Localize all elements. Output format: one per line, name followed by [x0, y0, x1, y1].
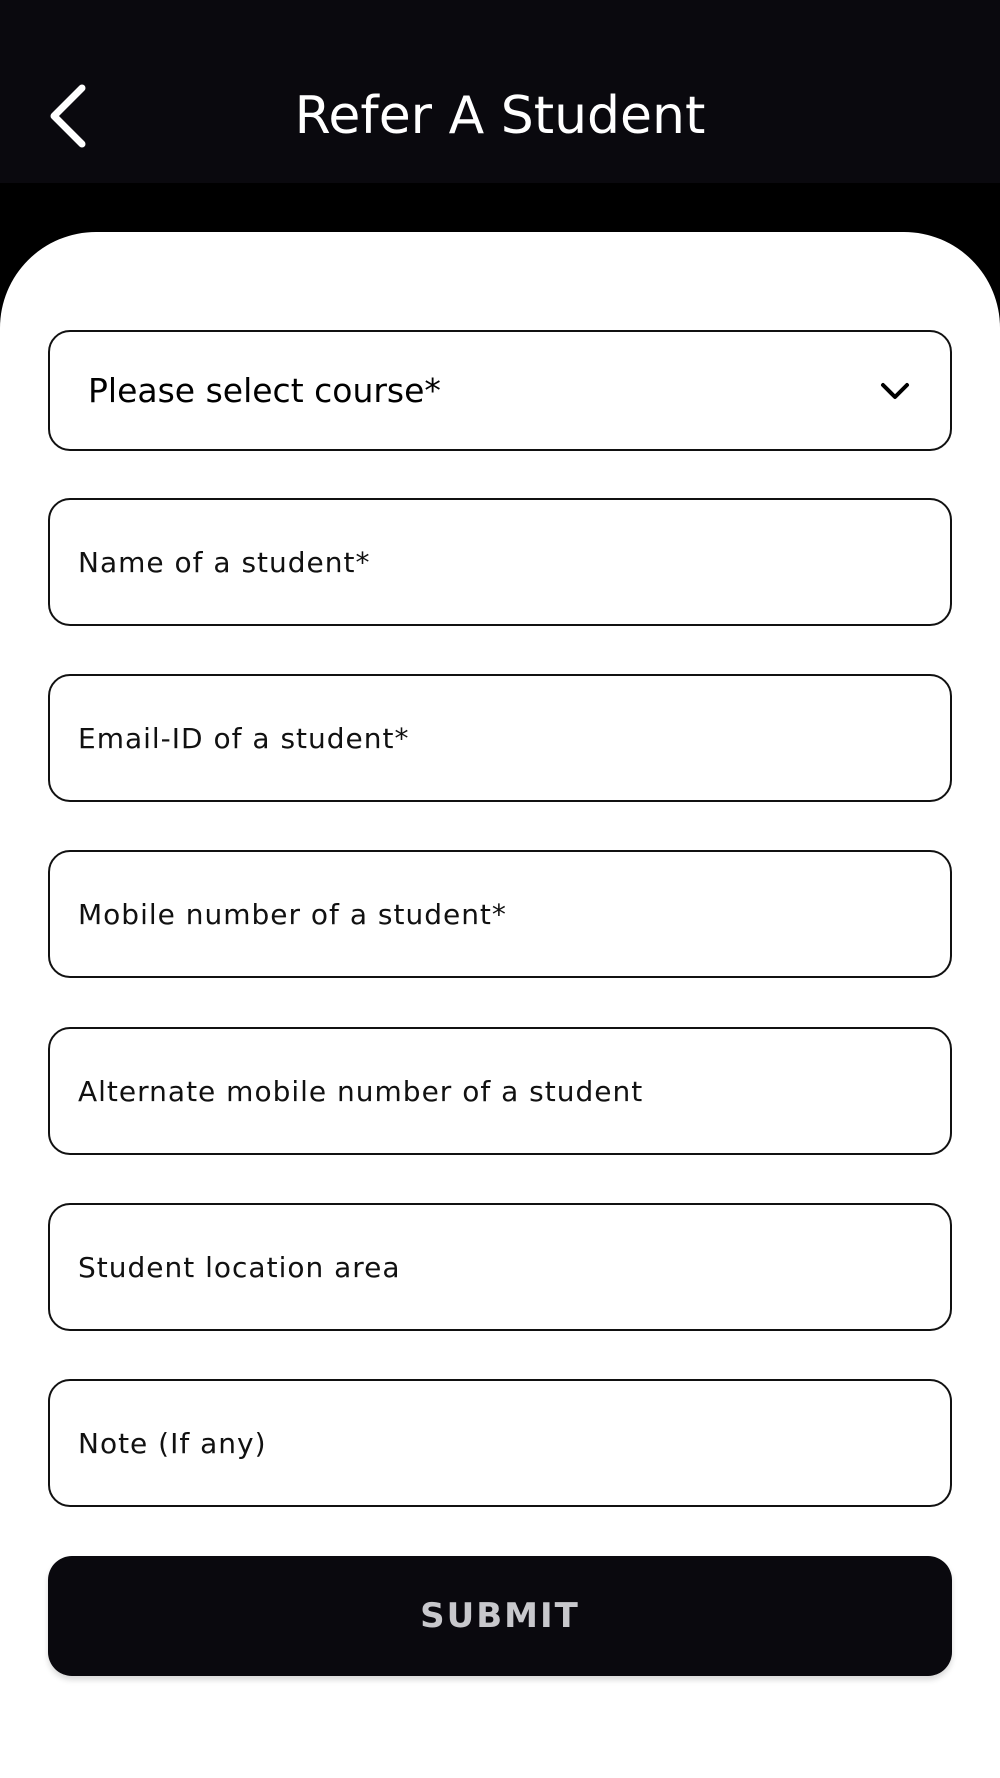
app-header: [0, 0, 1000, 183]
student-mobile-field: [48, 850, 952, 978]
student-email-field: [48, 674, 952, 802]
location-area-input[interactable]: [50, 1205, 950, 1329]
alternate-mobile-input[interactable]: [50, 1029, 950, 1153]
alternate-mobile-field: [48, 1027, 952, 1155]
location-area-field: [48, 1203, 952, 1331]
student-name-input[interactable]: [50, 500, 950, 624]
student-mobile-input[interactable]: [50, 852, 950, 976]
note-field: [48, 1379, 952, 1507]
page-title: Refer A Student: [294, 86, 706, 146]
course-select-label: Please select course*: [88, 371, 441, 410]
student-name-field: [48, 498, 952, 626]
submit-button[interactable]: SUBMIT: [48, 1556, 952, 1676]
course-select[interactable]: [48, 330, 952, 451]
student-email-input[interactable]: [50, 676, 950, 800]
form-sheet: [0, 232, 1000, 1778]
chevron-down-icon: [878, 374, 912, 408]
note-input[interactable]: [50, 1381, 950, 1505]
